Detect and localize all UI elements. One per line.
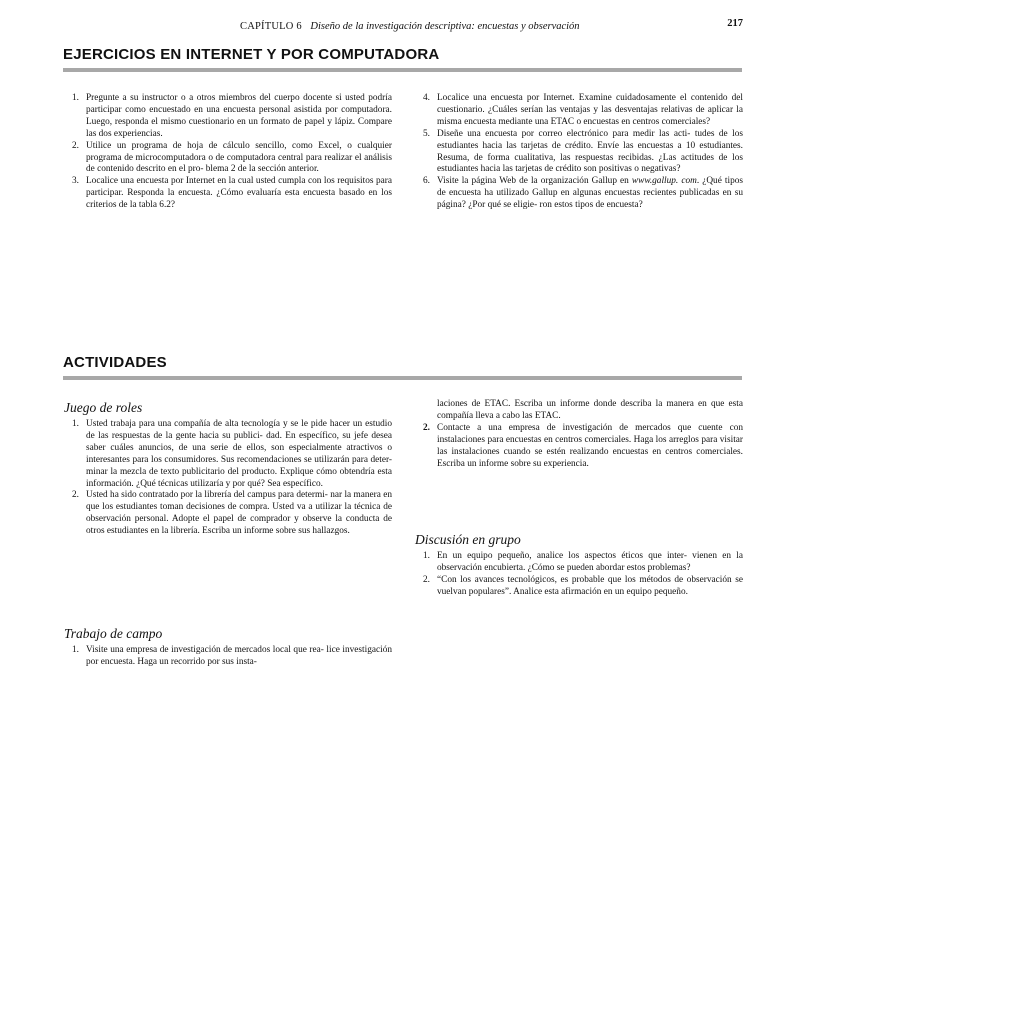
item-number: 2.	[72, 140, 79, 151]
item-number: 4.	[423, 93, 430, 103]
item-text: Contacte a una empresa de investigación de mercados que cuente con instalaciones para encuestas en centros comerciales. Haga los arreglos para visitar las instalaciones cuando se estén realizando encuestas en centros comerciales. Escriba un informe sobre su experiencia.	[437, 422, 743, 469]
item-number: 2.	[423, 574, 430, 585]
list-item	[72, 490, 392, 538]
list-item	[423, 176, 743, 212]
item-number: 6.	[423, 176, 430, 187]
item-text: Localice una encuesta por Internet. Examine cuidadosamente el contenido del cuestionario. ¿Cuáles serían las ventajas y las desventajas relativas de aplicar la misma encuesta mediante una ETAC o encuestas en centros comerciales?	[437, 93, 743, 127]
item-text: Usted ha sido contratado por la librería del campus para determi- nar la manera en que los estudiantes toman decisiones de compra. Usted va a utilizar la técnica de observación personal. Adopte el papel de comprador y observe la conducta de otros estudiantes en la librería. Escriba un informe sobre sus hallazgos.	[86, 490, 392, 537]
list-item	[423, 575, 743, 599]
section-title-actividades: ACTIVIDADES	[63, 354, 167, 371]
list-item	[72, 93, 392, 141]
subheading-trabajo-de-campo: Trabajo de campo	[64, 626, 163, 641]
item-number: 5.	[423, 128, 430, 139]
item-text: Localice una encuesta por Internet en la cual usted cumpla con los requisitos para participar. Responda la encuesta. ¿Cómo evaluaría esta encuesta basado en los criterios de la tabla 6.2?	[86, 176, 392, 211]
item-number: 1.	[423, 551, 430, 561]
item-number: 1.	[72, 419, 79, 429]
item-number: 2.	[423, 422, 430, 433]
subheading-juego-de-roles: Juego de roles	[64, 400, 143, 415]
internet-exercises-left	[72, 93, 392, 212]
section-rule-internet	[63, 68, 742, 72]
list-item	[423, 93, 743, 129]
running-head	[240, 18, 745, 37]
item-text: Visite una empresa de investigación de mercados local que rea- lice investigación por encuesta. Haga un recorrido por sus insta-	[86, 645, 392, 667]
list-item	[423, 551, 743, 575]
juego-de-roles-list	[72, 419, 392, 538]
item-text: Diseñe una encuesta por correo electrónico para medir las acti- tudes de los estudiantes hacia las tarjetas de crédito. Envíe las encuestas a 10 estudiantes. Resuma, de forma cualitativa, las respuestas recibidas. ¿Las actitudes de los estudiantes hacia las tarjetas de crédito son positivas o negativas?	[437, 128, 743, 175]
chapter-title: Diseño de la investigación descriptiva: encuestas y observación	[310, 21, 580, 32]
subheading-discusion-en-grupo: Discusión en grupo	[415, 532, 521, 547]
item-number: 2.	[72, 490, 79, 501]
item-text: Utilice un programa de hoja de cálculo sencillo, como Excel, o cualquier programa de microcomputadora o de computadora central para realizar el análisis de contenido descrito en el pro- blema 2 de la sección anterior.	[86, 140, 392, 175]
section-rule-actividades	[63, 376, 742, 380]
item-text: Usted trabaja para una compañía de alta tecnología y se le pide hacer un estudio de las respuestas de la gente hacia su publici- dad. En específico, su jefe desea saber cuáles anuncios, de una serie de ellos, son especialmente atractivos o interesantes para los consumidores. Sus recomendaciones se utilizarán para deter- minar la mezcla de texto publicitario del producto. Explique cómo obtendría esta información. ¿Qué técnicas utilizaría y por qué? Sea específico.	[86, 419, 392, 489]
list-item	[72, 645, 392, 669]
trabajo-de-campo-list	[72, 645, 392, 669]
item-text: En un equipo pequeño, analice los aspectos éticos que inter- vienen en la observación encubierta. ¿Cómo se pueden abordar estos problemas?	[437, 551, 743, 573]
discusion-en-grupo-list	[423, 551, 743, 599]
item-number: 1.	[72, 93, 79, 103]
internet-exercises-right	[423, 93, 743, 212]
item-text-after: . ¿Qué tipos de encuesta ha utilizado Gallup en algunas encuestas recientes publicadas en su página? ¿Por qué se eligie- ron estos tipos de encuesta?	[437, 176, 743, 211]
item-text: Pregunte a su instructor o a otros miembros del cuerpo docente si usted podría participar como encuestado en una encuesta personal asistida por computadora. Luego, responda el mismo cuestionario en un formato de papel y lápiz. Compare las dos experiencias.	[86, 93, 392, 139]
gallup-url-link[interactable]: www.gallup. com	[631, 176, 697, 187]
trabajo-de-campo-continuation	[423, 399, 743, 470]
list-item	[72, 419, 392, 490]
list-item	[423, 129, 743, 177]
item-text-before: Visite la página Web de la organización Gallup en	[437, 176, 632, 187]
section-title-internet: EJERCICIOS EN INTERNET Y POR COMPUTADORA	[63, 46, 440, 63]
list-item	[423, 423, 743, 471]
list-item	[72, 176, 392, 212]
page-number: 217	[727, 18, 743, 29]
chapter-label: CAPÍTULO 6	[240, 21, 302, 32]
item-text: “Con los avances tecnológicos, es probable que los métodos de observación se vuelvan populares”. Analice esta afirmación en un equipo pequeño.	[437, 574, 743, 597]
item-number: 1.	[72, 645, 79, 655]
item-number: 3.	[72, 176, 79, 187]
list-item	[72, 141, 392, 177]
continuation-text: laciones de ETAC. Escriba un informe donde describa la manera en que esta compañía lleva a cabo las ETAC.	[437, 399, 743, 421]
